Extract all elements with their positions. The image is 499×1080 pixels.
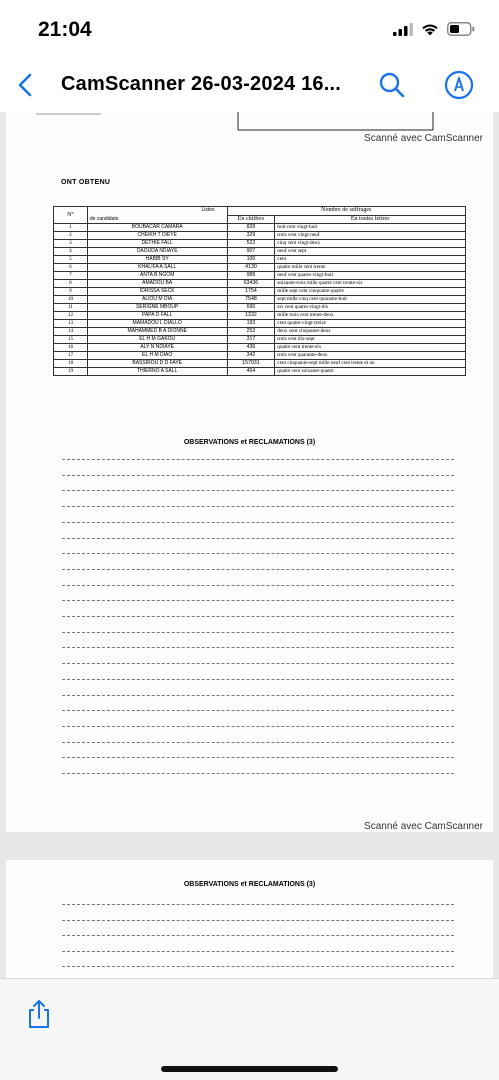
cell-chiffres: 4130 [227, 264, 275, 272]
navigation-bar [0, 56, 499, 112]
observations-title: OBSERVATIONS et RECLAMATIONS (3) [183, 881, 316, 888]
battery-icon [447, 22, 475, 36]
dotted-line [62, 663, 454, 664]
results-body [54, 224, 466, 376]
cell-n: 11 [54, 304, 88, 312]
cell-n: 7 [54, 272, 88, 280]
cellular-signal-icon [393, 23, 413, 36]
bottom-toolbar [0, 978, 499, 1080]
cell-lettres: neuf cent sept [275, 248, 466, 256]
cell-n: 5 [54, 256, 88, 264]
cell-chiffres: 522 [227, 240, 275, 248]
cell-chiffres: 1332 [227, 312, 275, 320]
dotted-line [62, 920, 454, 921]
cell-name: THIERNO A SALL [87, 368, 227, 376]
dotted-line [62, 538, 454, 539]
cell-name: ALIOU M DIA [87, 296, 227, 304]
cell-lettres: six cent quatre-vingt-dix [275, 304, 466, 312]
cell-name: DAOUDA NDIAYE [87, 248, 227, 256]
table-row [54, 320, 466, 328]
document-title: CamScanner 26-03-2024 16... [61, 73, 342, 95]
cell-n: 17 [54, 352, 88, 360]
dotted-line [62, 632, 454, 633]
cell-name: EL H M GAKOU [87, 336, 227, 344]
scan-caption: Scanné avec CamScanner [364, 821, 483, 832]
dotted-line [62, 647, 454, 648]
cell-n: 6 [54, 264, 88, 272]
cell-chiffres: 317 [227, 336, 275, 344]
cell-n: 15 [54, 336, 88, 344]
dotted-line [62, 742, 454, 743]
document-page-2 [6, 156, 493, 832]
cell-n: 18 [54, 360, 88, 368]
cell-chiffres: 100 [227, 256, 275, 264]
dotted-line [62, 616, 454, 617]
cell-name: SERIGNE MBOUP [87, 304, 227, 312]
table-row [54, 312, 466, 320]
cell-name: CHEIKH T DIEYE [87, 232, 227, 240]
dotted-line [62, 459, 454, 460]
cell-name: BOUBACAR CAMARA [87, 224, 227, 232]
cell-n: 19 [54, 368, 88, 376]
dotted-line [62, 679, 454, 680]
cell-name: BASSIROU D D FAYE [87, 360, 227, 368]
dotted-line [62, 490, 454, 491]
cell-lettres: mille sept cent cinquante-quatre [275, 288, 466, 296]
chevron-left-icon [18, 73, 32, 97]
cell-name: IDRISSA SECK [87, 288, 227, 296]
table-row [54, 256, 466, 264]
dotted-line [62, 757, 454, 758]
cell-lettres: cent [275, 256, 466, 264]
dotted-line [62, 935, 454, 936]
status-time: 21:04 [38, 18, 92, 41]
cell-n: 3 [54, 240, 88, 248]
cell-name: HABIB SY [87, 256, 227, 264]
cell-name: MAMADOU L DIALLO [87, 320, 227, 328]
dotted-line [62, 710, 454, 711]
cell-name: KHALIFA A SALL [87, 264, 227, 272]
cell-lettres: cinq cent vingt-deux [275, 240, 466, 248]
cell-lettres: deux cent cinquante-deux [275, 328, 466, 336]
header-nombre: Nombre de suffrages [227, 207, 466, 216]
cell-chiffres: 690 [227, 304, 275, 312]
dotted-line [62, 966, 454, 967]
table-row [54, 280, 466, 288]
header-candidats-label: de candidats [89, 216, 119, 222]
cell-name: AMADOU BA [87, 280, 227, 288]
cell-chiffres: 329 [227, 232, 275, 240]
share-button[interactable] [26, 999, 52, 1029]
cell-chiffres: 7548 [227, 296, 275, 304]
cell-n: 14 [54, 328, 88, 336]
dotted-line [62, 585, 454, 586]
share-icon [26, 999, 52, 1029]
dotted-line [62, 553, 454, 554]
section-heading: ONT OBTENU [61, 179, 111, 186]
cell-name: DETHIE FALL [87, 240, 227, 248]
dotted-line [62, 475, 454, 476]
cell-lettres: neuf cent quatre-vingt-huit [275, 272, 466, 280]
cell-chiffres: 63436 [227, 280, 275, 288]
table-row [54, 344, 466, 352]
dotted-line [62, 904, 454, 905]
cell-name: ALY N NDIAYE [87, 344, 227, 352]
header-listes-label: Listes [201, 207, 215, 213]
table-row [54, 360, 466, 368]
cell-chiffres: 1754 [227, 288, 275, 296]
dotted-line [62, 522, 454, 523]
cell-chiffres: 436 [227, 344, 275, 352]
dotted-line [62, 600, 454, 601]
document-page-3 [6, 860, 493, 978]
home-indicator [161, 1066, 338, 1072]
wifi-icon [421, 23, 439, 36]
table-row [54, 272, 466, 280]
table-row [54, 304, 466, 312]
markup-button[interactable] [442, 68, 476, 102]
back-button[interactable] [10, 68, 40, 102]
header-lettres: En toutes lettres [275, 215, 466, 224]
header-chiffres: En chiffres [227, 215, 275, 224]
cell-chiffres: 464 [227, 368, 275, 376]
cell-lettres: cent quatre-vingt-treize [275, 320, 466, 328]
status-bar [0, 0, 499, 56]
header-listes [87, 207, 227, 224]
dotted-line [62, 695, 454, 696]
header-num: N° [54, 207, 88, 224]
cell-lettres: quatre cent trente-six [275, 344, 466, 352]
cell-lettres: sept mille cinq cent quarante-huit [275, 296, 466, 304]
search-icon [378, 71, 406, 99]
cell-lettres: soixante-trois mille quatre cent trente-six [275, 280, 466, 288]
cell-name: EL H M DIAO [87, 352, 227, 360]
cell-n: 13 [54, 320, 88, 328]
observations-title: OBSERVATIONS et RECLAMATIONS (3) [183, 439, 316, 446]
cell-lettres: cent cinquante-sept mille neuf cent trente et un [275, 360, 466, 368]
cell-lettres: quatre cent soixante-quatre [275, 368, 466, 376]
markup-pen-icon [444, 70, 474, 100]
table-row [54, 352, 466, 360]
cell-n: 1 [54, 224, 88, 232]
cell-n: 16 [54, 344, 88, 352]
dotted-line [62, 506, 454, 507]
cell-n: 8 [54, 280, 88, 288]
dotted-line [62, 569, 454, 570]
document-viewer[interactable] [0, 112, 499, 978]
cell-n: 2 [54, 232, 88, 240]
table-row [54, 224, 466, 232]
table-row [54, 248, 466, 256]
table-row [54, 296, 466, 304]
cell-lettres: quatre mille cent trente [275, 264, 466, 272]
table-row [54, 368, 466, 376]
cell-lettres: trois cent vingt-neuf [275, 232, 466, 240]
cell-chiffres: 342 [227, 352, 275, 360]
cell-chiffres: 828 [227, 224, 275, 232]
cell-lettres: mille trois cent trente-deux [275, 312, 466, 320]
cell-name: MAHAMMED B A DIONNE [87, 328, 227, 336]
cell-lettres: huit cent vingt-huit [275, 224, 466, 232]
table-row [54, 264, 466, 272]
scan-caption: Scanné avec CamScanner [364, 133, 483, 144]
cell-chiffres: 252 [227, 328, 275, 336]
cell-n: 10 [54, 296, 88, 304]
cell-chiffres: 157931 [227, 360, 275, 368]
cell-lettres: trois cent dix-sept [275, 336, 466, 344]
cell-n: 12 [54, 312, 88, 320]
table-row [54, 328, 466, 336]
cell-n: 9 [54, 288, 88, 296]
table-row [54, 288, 466, 296]
table-row [54, 336, 466, 344]
cell-n: 4 [54, 248, 88, 256]
dotted-line [62, 726, 454, 727]
cell-chiffres: 193 [227, 320, 275, 328]
cell-lettres: trois cent quarante-deux [275, 352, 466, 360]
results-table [53, 206, 466, 376]
status-icons [393, 22, 475, 36]
cell-name: PAPA D FALL [87, 312, 227, 320]
table-row [54, 240, 466, 248]
cell-chiffres: 907 [227, 248, 275, 256]
cell-chiffres: 988 [227, 272, 275, 280]
search-button[interactable] [376, 68, 408, 102]
dotted-line [62, 951, 454, 952]
cell-name: ANTA B NGOM [87, 272, 227, 280]
table-row [54, 232, 466, 240]
dotted-line [62, 773, 454, 774]
